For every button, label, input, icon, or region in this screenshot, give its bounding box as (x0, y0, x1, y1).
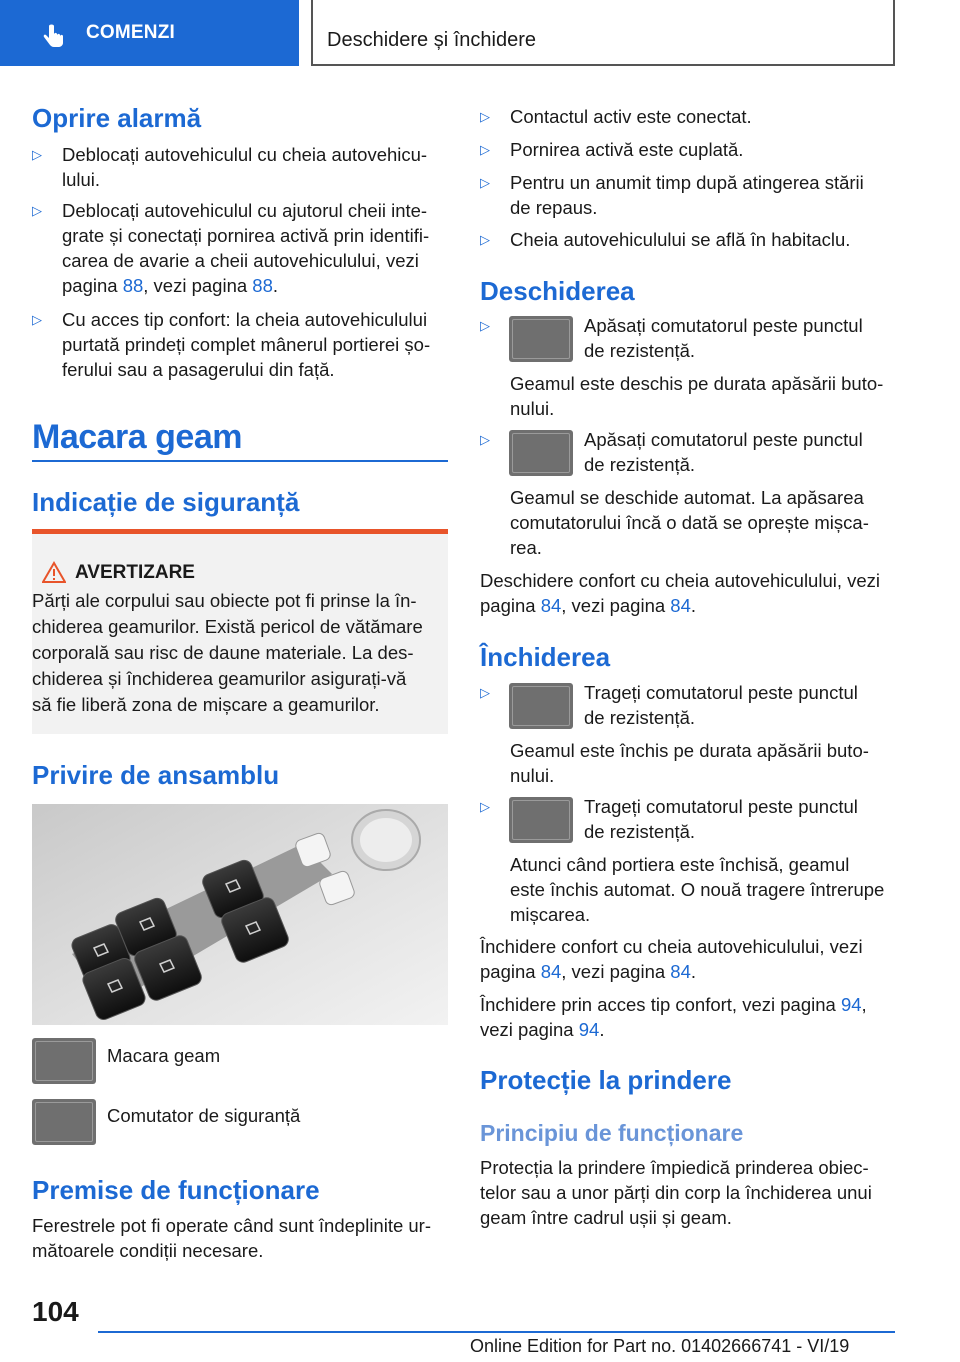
paragraph-line: Protecția la prindere împiedică prinderea obiec- (480, 1157, 869, 1178)
list-item-line: Deblocați autovehiculul cu cheia autovehicu- (62, 144, 428, 165)
page-link[interactable]: 84 (540, 595, 562, 616)
list-item-line: ferului sau a pasagerului din față. (62, 359, 335, 380)
heading-deschiderea: Deschiderea (480, 276, 635, 306)
warning-triangle-icon (42, 561, 66, 583)
list-item-line: este închis automat. O nouă tragere întrerupe (510, 879, 885, 900)
text: , vezi pagina (143, 275, 253, 296)
list-item (480, 680, 900, 790)
warning-box (32, 529, 448, 734)
list-item-line: Cu acces tip confort: la cheia autovehiculului (62, 309, 428, 330)
text: . (599, 1019, 605, 1040)
list-item-line: Pentru un anumit timp după atingerea stării (510, 172, 864, 193)
list-item-line: Deblocați autovehiculul cu ajutorul cheii inte- (62, 200, 428, 221)
bullet-triangle-icon: ▷ (480, 432, 490, 447)
heading-premise: Premise de funcționare (32, 1175, 320, 1205)
list-item-line: Geamul se deschide automat. La apăsarea (510, 487, 864, 508)
warning-line: corporală sau risc de daune materiale. La des- (32, 642, 414, 663)
paragraph (480, 1155, 900, 1230)
warning-line: să fie liberă zona de mișcare a geamurilor. (32, 694, 380, 715)
list-item-line: de rezistență. (584, 707, 696, 728)
warning-line: chiderea geamurilor. Există pericol de vătămare (32, 616, 423, 637)
bullet-triangle-icon: ▷ (480, 175, 490, 190)
legend-label: Comutator de siguranță (107, 1105, 301, 1126)
text: , (861, 994, 867, 1015)
paragraph-line: geam între cadrul ușii și geam. (480, 1207, 732, 1228)
list-item (480, 313, 900, 423)
text: . (690, 595, 697, 616)
list-item-line: carea de avarie a cheii autovehiculului, vezi (62, 250, 419, 271)
heading-inchiderea: Închiderea (480, 642, 611, 672)
bullet-triangle-icon: ▷ (480, 318, 490, 333)
window-switch-icon (32, 1038, 96, 1084)
paragraph-line (480, 959, 900, 984)
heading-rule (32, 460, 448, 462)
section-tab[interactable] (0, 0, 299, 66)
paragraph (480, 568, 900, 618)
list-item-line: Apăsați comutatorul peste punctul (584, 315, 863, 336)
list-item-line: Geamul este închis pe durata apăsării buto- (510, 740, 869, 761)
section-label: COMENZI (86, 22, 176, 43)
list-item-line: rea. (510, 537, 542, 558)
list-item-line: Contactul activ este conectat. (510, 106, 752, 127)
list-item-line: lului. (62, 169, 101, 190)
paragraph-line (480, 1017, 900, 1042)
page-link[interactable]: 94 (578, 1019, 600, 1040)
list-item (480, 427, 900, 562)
window-switch-icon (509, 683, 573, 729)
heading-macara-geam: Macara geam (32, 418, 242, 456)
list-item-line (62, 273, 278, 298)
page-link[interactable]: 84 (670, 961, 691, 982)
warning-line: Părți ale corpului sau obiecte pot fi prinse la în- (32, 590, 417, 611)
list-item-line: de repaus. (510, 197, 598, 218)
text: pagina (62, 275, 123, 296)
list-item-line: de rezistență. (584, 454, 696, 475)
page-link[interactable]: 88 (122, 275, 144, 296)
list-item-line: nului. (510, 398, 555, 419)
list-item-line: purtată prindeți complet mânerul portierei șo- (62, 334, 431, 355)
page-link[interactable]: 84 (670, 595, 691, 616)
window-switch-icon (509, 797, 573, 843)
text: pagina (480, 961, 541, 982)
text: vezi pagina (480, 1019, 579, 1040)
text: , vezi pagina (561, 961, 671, 982)
paragraph-line: telor sau a unor părți din corp la închiderea unui (480, 1182, 872, 1203)
paragraph-line (480, 992, 900, 1017)
paragraph-line: Deschidere confort cu cheia autovehiculului, vezi (480, 570, 881, 591)
window-switch-panel-photo (32, 804, 448, 1025)
list-item-line: grate și conectați pornirea activă prin identifi- (62, 225, 430, 246)
list-item-line: nului. (510, 765, 555, 786)
list-item-line: Trageți comutatorul peste punctul (584, 682, 858, 703)
page-number: 104 (32, 1296, 79, 1327)
text: . (690, 961, 697, 982)
list-item (480, 794, 900, 929)
page-link[interactable]: 88 (252, 275, 273, 296)
list-item-line: Apăsați comutatorul peste punctul (584, 429, 863, 450)
chapter-header (311, 0, 895, 66)
paragraph-line (480, 593, 900, 618)
list-item-line: Atunci când portiera este închisă, geamul (510, 854, 850, 875)
page-link[interactable]: 94 (840, 994, 862, 1015)
heading-protectie: Protecție la prindere (480, 1065, 732, 1095)
text: . (272, 275, 279, 296)
bullet-triangle-icon: ▷ (480, 232, 490, 247)
window-switch-icon (509, 430, 573, 476)
text: Închidere prin acces tip confort, vezi pagina (480, 994, 841, 1015)
paragraph (32, 1213, 448, 1263)
warning-line: chiderea și închiderea geamurilor asigurați-vă (32, 668, 407, 689)
bullet-triangle-icon: ▷ (32, 147, 42, 162)
safety-switch-icon (32, 1099, 96, 1145)
list-item-line: Pornirea activă este cuplată. (510, 139, 744, 160)
legend-label: Macara geam (107, 1045, 221, 1066)
list-item-line: de rezistență. (584, 821, 696, 842)
heading-indicatie: Indicație de siguranță (32, 487, 300, 517)
window-switch-icon (509, 316, 573, 362)
warning-label: AVERTIZARE (75, 562, 195, 583)
paragraph (480, 992, 900, 1042)
chapter-title: Deschidere și închidere (327, 29, 536, 51)
warning-text (32, 588, 448, 718)
page-link[interactable]: 84 (540, 961, 562, 982)
heading-privire: Privire de ansamblu (32, 760, 280, 790)
list-item-line: comutatorului încă o dată se oprește mișca- (510, 512, 869, 533)
list-item-line: Cheia autovehiculului se află în habitaclu. (510, 229, 851, 250)
bullet-triangle-icon: ▷ (32, 312, 42, 327)
text: pagina (480, 595, 541, 616)
bullet-triangle-icon: ▷ (32, 203, 42, 218)
text: , vezi pagina (561, 595, 671, 616)
bullet-triangle-icon: ▷ (480, 142, 490, 157)
paragraph (480, 934, 900, 984)
list-item-line: de rezistență. (584, 340, 696, 361)
paragraph-line: Închidere confort cu cheia autovehiculului, vezi (480, 936, 863, 957)
list-item-line: Trageți comutatorul peste punctul (584, 796, 858, 817)
heading-principiu: Principiu de funcționare (480, 1120, 744, 1146)
hand-pointer-icon (40, 24, 66, 50)
heading-oprire-alarma: Oprire alarmă (32, 103, 202, 133)
bullet-triangle-icon: ▷ (480, 685, 490, 700)
bullet-triangle-icon: ▷ (480, 799, 490, 814)
footer-rule (98, 1331, 895, 1333)
bullet-triangle-icon: ▷ (480, 109, 490, 124)
paragraph-line: mătoarele condiții necesare. (32, 1240, 264, 1261)
edition-text: Online Edition for Part no. 01402666741 - VI/19 (470, 1336, 850, 1356)
paragraph-line: Ferestrele pot fi operate când sunt îndeplinite ur- (32, 1215, 432, 1236)
list-item-line: mișcarea. (510, 904, 591, 925)
list-item-line: Geamul este deschis pe durata apăsării buto- (510, 373, 884, 394)
